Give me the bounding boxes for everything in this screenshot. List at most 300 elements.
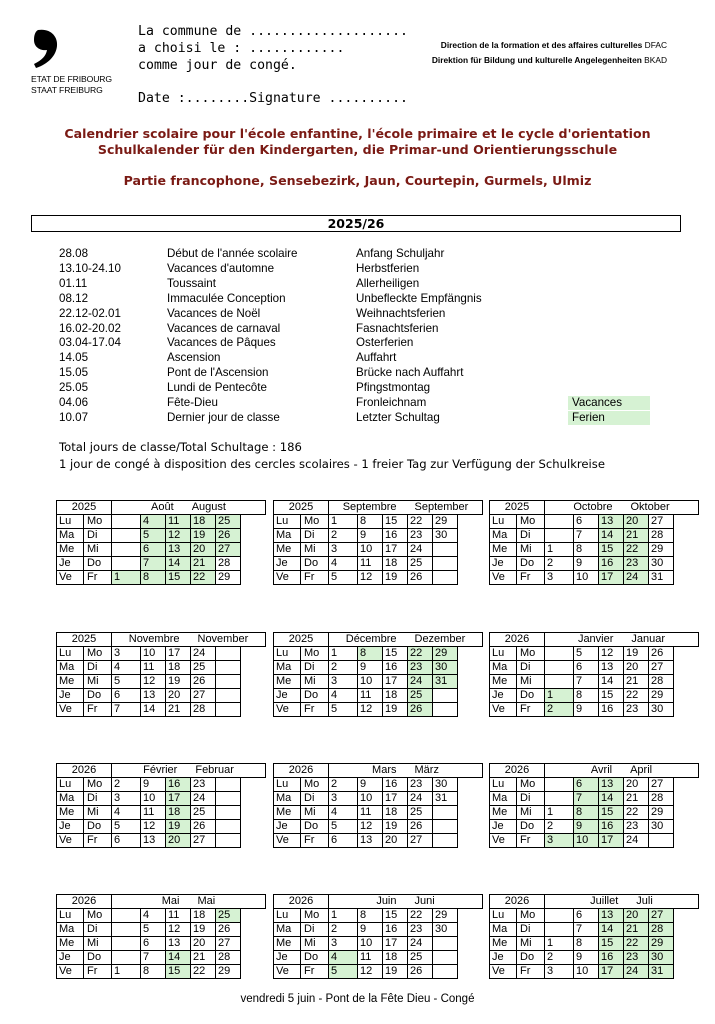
day-label-fr: Ma: [274, 529, 301, 543]
event-de: Auffahrt: [356, 351, 397, 365]
day-label-de: Di: [84, 923, 112, 937]
day-cell: 16: [383, 778, 408, 792]
day-cell: [216, 661, 241, 675]
day-label-fr: Je: [274, 820, 301, 834]
day-cell: 16: [383, 661, 408, 675]
day-cell: 22: [191, 571, 216, 585]
day-label-fr: Lu: [274, 515, 301, 529]
day-cell: 2: [545, 703, 574, 717]
day-cell: 10: [574, 834, 599, 848]
day-cell: 24: [408, 675, 433, 689]
week-row: [57, 937, 266, 951]
day-cell: 25: [408, 689, 433, 703]
day-cell: 12: [141, 675, 166, 689]
day-cell: 29: [649, 937, 674, 951]
day-cell: 25: [408, 951, 433, 965]
day-cell: 2: [329, 529, 358, 543]
day-cell: 13: [358, 834, 383, 848]
day-cell: 23: [624, 820, 649, 834]
day-cell: 16: [599, 557, 624, 571]
day-cell: 23: [624, 557, 649, 571]
day-cell: [433, 557, 458, 571]
month-name: [329, 895, 483, 909]
day-label-de: Do: [84, 820, 112, 834]
event-de: Letzter Schultag: [356, 410, 440, 424]
day-cell: 19: [383, 571, 408, 585]
day-label-fr: Ve: [490, 571, 517, 585]
day-cell: 15: [599, 543, 624, 557]
week-row: [490, 661, 699, 675]
day-cell: 23: [408, 661, 433, 675]
day-label-de: Do: [84, 689, 112, 703]
fribourg-logo-mark: [30, 28, 60, 70]
day-label-de: Mo: [517, 515, 545, 529]
day-cell: 14: [141, 703, 166, 717]
day-label-fr: Ve: [490, 965, 517, 979]
day-label-de: Mi: [517, 675, 545, 689]
week-row: [274, 647, 483, 661]
day-cell: 3: [329, 675, 358, 689]
day-cell: 22: [191, 965, 216, 979]
day-cell: 26: [408, 965, 433, 979]
day-cell: 8: [141, 965, 166, 979]
day-cell: 17: [383, 675, 408, 689]
week-row: [274, 661, 483, 675]
day-label-fr: Ve: [274, 703, 301, 717]
day-cell: 19: [383, 820, 408, 834]
month-name-de: März: [414, 764, 439, 776]
day-cell: 28: [649, 529, 674, 543]
event-fr: Immaculée Conception: [167, 291, 286, 305]
day-cell: 3: [329, 937, 358, 951]
day-cell: 9: [574, 951, 599, 965]
day-cell: 30: [649, 820, 674, 834]
day-label-de: Mi: [84, 543, 112, 557]
day-cell: 15: [599, 689, 624, 703]
day-label-fr: Ma: [490, 529, 517, 543]
day-cell: 17: [166, 647, 191, 661]
month-year: 2026: [57, 895, 112, 909]
day-cell: 2: [112, 778, 141, 792]
day-cell: 20: [624, 909, 649, 923]
day-label-de: Fr: [301, 703, 329, 717]
week-row: [274, 675, 483, 689]
month-year: 2026: [57, 764, 112, 778]
day-cell: 12: [358, 703, 383, 717]
day-cell: 8: [574, 937, 599, 951]
day-label-fr: Ve: [57, 703, 84, 717]
day-cell: 7: [574, 529, 599, 543]
day-cell: 10: [358, 675, 383, 689]
day-cell: 22: [624, 937, 649, 951]
day-cell: 13: [599, 515, 624, 529]
day-cell: 10: [358, 937, 383, 951]
week-row: [57, 806, 266, 820]
day-cell: 12: [166, 923, 191, 937]
day-cell: 9: [141, 778, 166, 792]
day-label-de: Do: [301, 689, 329, 703]
day-label-fr: Je: [274, 689, 301, 703]
day-label-de: Fr: [301, 834, 329, 848]
day-cell: 27: [649, 778, 674, 792]
day-cell: 18: [191, 909, 216, 923]
event-date: 08.12: [59, 291, 89, 305]
day-label-fr: Lu: [57, 647, 84, 661]
day-cell: 6: [574, 661, 599, 675]
day-cell: 3: [545, 965, 574, 979]
form-line-holiday: comme jour de congé.: [138, 58, 297, 73]
day-cell: 1: [329, 909, 358, 923]
legend-vacances: Vacances: [568, 396, 650, 410]
day-label-de: Do: [517, 689, 545, 703]
day-cell: 7: [141, 951, 166, 965]
week-row: [57, 543, 266, 557]
month-name-fr: Octobre: [573, 501, 613, 513]
month-name-de: Juni: [414, 895, 435, 907]
month-name-de: Februar: [195, 764, 234, 776]
day-label-de: Di: [517, 661, 545, 675]
day-cell: 21: [624, 792, 649, 806]
day-label-de: Mi: [301, 806, 329, 820]
day-cell: [112, 951, 141, 965]
week-row: [490, 820, 699, 834]
day-cell: 16: [599, 951, 624, 965]
week-row: [57, 647, 266, 661]
day-cell: 6: [329, 834, 358, 848]
day-cell: 27: [216, 937, 241, 951]
day-cell: 7: [574, 923, 599, 937]
day-cell: 17: [383, 937, 408, 951]
day-cell: 30: [649, 703, 674, 717]
day-cell: 16: [166, 778, 191, 792]
day-label-fr: Je: [274, 951, 301, 965]
day-cell: 22: [408, 515, 433, 529]
title-de: Schulkalender für den Kindergarten, die Primar-und Orientierungsschule: [97, 142, 618, 157]
free-day-note: 1 jour de congé à disposition des cercles scolaires - 1 freier Tag zur Verfügung der Schulkreise: [59, 457, 605, 471]
day-cell: 28: [649, 792, 674, 806]
day-cell: 11: [358, 557, 383, 571]
day-cell: [433, 820, 458, 834]
day-label-fr: Lu: [274, 778, 301, 792]
state-logo-text: [31, 74, 112, 96]
day-label-de: Mo: [84, 778, 112, 792]
day-cell: 23: [408, 778, 433, 792]
day-cell: 12: [166, 529, 191, 543]
day-label-fr: Ve: [274, 571, 301, 585]
day-label-de: Di: [301, 923, 329, 937]
day-cell: 15: [166, 965, 191, 979]
day-cell: 19: [166, 820, 191, 834]
day-cell: 11: [141, 661, 166, 675]
month-name-de: November: [197, 633, 249, 645]
day-cell: 9: [358, 661, 383, 675]
day-cell: 24: [408, 792, 433, 806]
day-cell: 5: [141, 923, 166, 937]
day-cell: 25: [408, 557, 433, 571]
month-name-fr: Juillet: [590, 895, 619, 907]
month-name: [329, 764, 483, 778]
day-cell: [433, 937, 458, 951]
day-label-fr: Ve: [57, 834, 84, 848]
month-calendar: [56, 894, 266, 979]
footer-note: vendredi 5 juin - Pont de la Fête Dieu - Congé: [240, 993, 475, 1005]
week-row: [57, 965, 266, 979]
week-row: [274, 937, 483, 951]
day-label-fr: Me: [490, 543, 517, 557]
week-row: [490, 529, 699, 543]
week-row: [57, 820, 266, 834]
week-row: [274, 515, 483, 529]
week-row: [57, 951, 266, 965]
day-cell: 10: [574, 571, 599, 585]
day-cell: 15: [383, 909, 408, 923]
day-label-fr: Lu: [490, 909, 517, 923]
month-name: [329, 633, 483, 647]
month-calendar: [489, 763, 699, 848]
day-cell: 9: [574, 820, 599, 834]
day-cell: 4: [141, 515, 166, 529]
day-label-fr: Je: [57, 951, 84, 965]
week-row: [274, 571, 483, 585]
day-cell: 31: [433, 792, 458, 806]
day-cell: 21: [624, 923, 649, 937]
month-name-de: Januar: [631, 633, 666, 645]
day-label-fr: Ve: [490, 703, 517, 717]
day-cell: 27: [191, 689, 216, 703]
event-fr: Toussaint: [167, 276, 216, 290]
month-name-fr: Juin: [376, 895, 397, 907]
event-date: 22.12-02.01: [59, 306, 121, 320]
week-row: [274, 557, 483, 571]
day-label-fr: Me: [490, 806, 517, 820]
day-label-de: Fr: [301, 965, 329, 979]
day-cell: 11: [166, 909, 191, 923]
day-cell: 26: [216, 529, 241, 543]
day-cell: 5: [112, 820, 141, 834]
day-cell: 10: [358, 543, 383, 557]
day-cell: 20: [624, 778, 649, 792]
month-year: 2026: [490, 895, 545, 909]
day-cell: 6: [141, 543, 166, 557]
week-row: [274, 689, 483, 703]
week-row: [490, 571, 699, 585]
day-cell: 11: [166, 515, 191, 529]
day-label-fr: Lu: [57, 778, 84, 792]
day-cell: 10: [358, 792, 383, 806]
day-label-de: Mo: [84, 909, 112, 923]
month-year: 2026: [274, 895, 329, 909]
day-label-fr: Ve: [274, 965, 301, 979]
day-label-de: Do: [84, 557, 112, 571]
day-label-fr: Ma: [490, 923, 517, 937]
day-label-fr: Je: [490, 951, 517, 965]
form-line-commune: La commune de ....................: [138, 24, 408, 39]
day-cell: 16: [383, 923, 408, 937]
day-cell: 11: [358, 689, 383, 703]
day-cell: 26: [216, 923, 241, 937]
day-cell: [433, 806, 458, 820]
week-row: [57, 515, 266, 529]
day-cell: 21: [624, 529, 649, 543]
week-row: [274, 529, 483, 543]
month-name-de: Mai: [197, 895, 216, 907]
day-cell: 19: [383, 703, 408, 717]
event-date: 16.02-20.02: [59, 321, 121, 335]
day-cell: 18: [383, 951, 408, 965]
week-row: [57, 689, 266, 703]
week-row: [490, 675, 699, 689]
month-calendar: [489, 500, 699, 585]
day-label-de: Mo: [301, 909, 329, 923]
day-label-de: Mi: [84, 806, 112, 820]
day-cell: 29: [216, 571, 241, 585]
day-cell: [216, 689, 241, 703]
day-cell: 22: [624, 543, 649, 557]
month-year: 2026: [490, 633, 545, 647]
day-cell: 25: [191, 806, 216, 820]
day-label-fr: Me: [57, 675, 84, 689]
day-cell: 18: [383, 806, 408, 820]
month-name-de: April: [630, 764, 653, 776]
day-cell: 26: [191, 820, 216, 834]
day-cell: 22: [408, 647, 433, 661]
day-label-de: Di: [517, 792, 545, 806]
day-cell: 5: [329, 820, 358, 834]
event-de: Osterferien: [356, 336, 414, 350]
event-date: 04.06: [59, 396, 89, 409]
day-cell: 17: [599, 965, 624, 979]
day-label-de: Mo: [84, 515, 112, 529]
day-label-fr: Lu: [57, 515, 84, 529]
day-label-fr: Me: [490, 675, 517, 689]
legend-ferien: Ferien: [568, 411, 650, 425]
week-row: [57, 675, 266, 689]
day-cell: [433, 543, 458, 557]
day-label-fr: Je: [490, 689, 517, 703]
event-de: Fasnachtsferien: [356, 321, 439, 335]
day-label-fr: Ma: [57, 923, 84, 937]
month-name: [112, 501, 266, 515]
day-cell: [649, 834, 674, 848]
day-cell: 6: [112, 689, 141, 703]
day-cell: 12: [141, 820, 166, 834]
day-cell: 28: [649, 923, 674, 937]
day-cell: 8: [574, 689, 599, 703]
day-label-fr: Ve: [274, 834, 301, 848]
day-cell: [433, 571, 458, 585]
day-label-fr: Lu: [490, 647, 517, 661]
week-row: [274, 909, 483, 923]
month-year: 2026: [274, 764, 329, 778]
day-cell: 29: [649, 806, 674, 820]
day-cell: 4: [329, 689, 358, 703]
day-cell: 29: [649, 689, 674, 703]
day-cell: 29: [649, 543, 674, 557]
day-label-de: Mo: [301, 515, 329, 529]
day-cell: 16: [599, 820, 624, 834]
day-cell: 3: [545, 834, 574, 848]
day-cell: 14: [166, 951, 191, 965]
week-row: [57, 661, 266, 675]
day-cell: 28: [216, 951, 241, 965]
day-cell: 21: [624, 675, 649, 689]
day-cell: 27: [649, 661, 674, 675]
week-row: [274, 923, 483, 937]
day-cell: 7: [574, 792, 599, 806]
day-label-de: Fr: [517, 703, 545, 717]
day-label-de: Fr: [301, 571, 329, 585]
day-cell: [112, 937, 141, 951]
day-cell: 27: [408, 834, 433, 848]
day-cell: 14: [599, 923, 624, 937]
day-cell: 27: [649, 515, 674, 529]
day-label-de: Mo: [301, 778, 329, 792]
day-cell: 29: [216, 965, 241, 979]
week-row: [490, 647, 699, 661]
day-cell: 16: [383, 529, 408, 543]
day-cell: [545, 675, 574, 689]
day-label-fr: Me: [490, 937, 517, 951]
day-cell: 30: [433, 661, 458, 675]
day-label-fr: Me: [274, 937, 301, 951]
day-label-fr: Me: [57, 806, 84, 820]
month-name-fr: Février: [143, 764, 178, 776]
event-date: 14.05: [59, 351, 89, 365]
day-cell: 26: [408, 820, 433, 834]
day-cell: 19: [191, 529, 216, 543]
day-label-de: Mi: [301, 937, 329, 951]
day-cell: [216, 703, 241, 717]
day-cell: [545, 515, 574, 529]
day-cell: 17: [383, 543, 408, 557]
month-calendar: [273, 894, 483, 979]
day-label-fr: Ma: [490, 792, 517, 806]
day-label-de: Di: [84, 529, 112, 543]
day-cell: 18: [166, 806, 191, 820]
day-cell: 13: [599, 909, 624, 923]
week-row: [274, 820, 483, 834]
day-cell: [545, 923, 574, 937]
day-cell: 19: [624, 647, 649, 661]
day-cell: 29: [433, 515, 458, 529]
day-cell: 6: [574, 778, 599, 792]
day-cell: 15: [599, 806, 624, 820]
day-label-fr: Je: [490, 557, 517, 571]
day-cell: 4: [329, 806, 358, 820]
day-cell: 12: [599, 647, 624, 661]
day-cell: 13: [166, 543, 191, 557]
day-label-de: Di: [517, 923, 545, 937]
event-fr: Vacances de Pâques: [167, 336, 276, 350]
day-label-de: Do: [301, 557, 329, 571]
day-label-fr: Me: [57, 937, 84, 951]
day-cell: 16: [599, 703, 624, 717]
day-label-fr: Lu: [274, 909, 301, 923]
day-cell: 8: [358, 515, 383, 529]
day-cell: [216, 778, 241, 792]
month-name-fr: Avril: [590, 764, 613, 776]
day-cell: 9: [358, 529, 383, 543]
day-cell: 5: [329, 703, 358, 717]
month-year: 2025: [57, 633, 112, 647]
day-cell: 22: [624, 689, 649, 703]
day-cell: 2: [545, 951, 574, 965]
event-de: Allerheiligen: [356, 276, 420, 290]
month-name-de: September: [414, 501, 469, 513]
event-date: 10.07: [59, 410, 89, 424]
day-cell: [112, 909, 141, 923]
day-label-de: Do: [301, 820, 329, 834]
